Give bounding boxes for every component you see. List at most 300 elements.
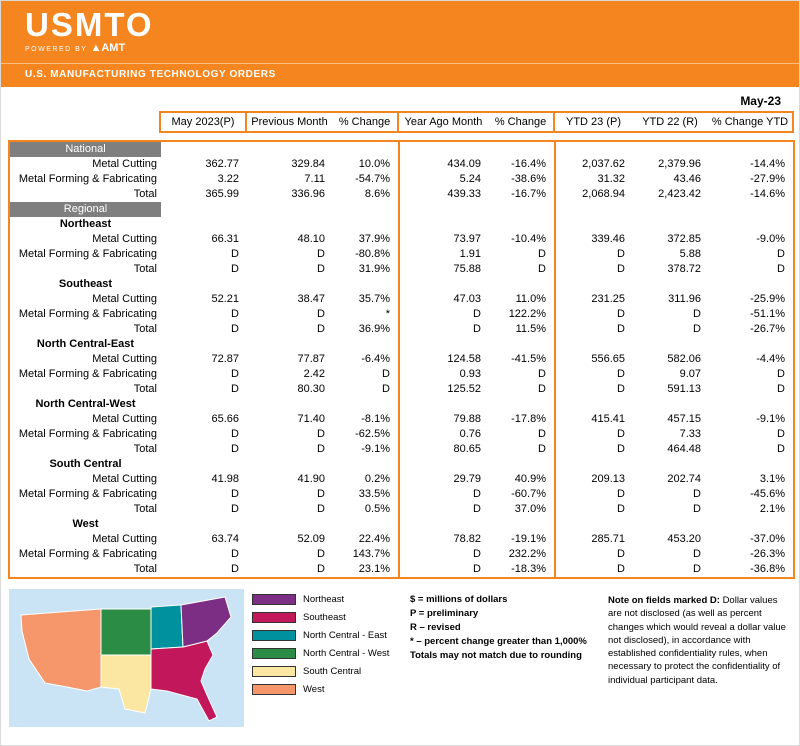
value-cell: D bbox=[777, 383, 785, 395]
row-label: Metal Cutting bbox=[92, 353, 157, 365]
value-cell bbox=[247, 397, 333, 412]
value-cell: D bbox=[317, 308, 325, 320]
value-cell: 1.91 bbox=[459, 248, 481, 260]
powered-by bbox=[25, 42, 799, 54]
legend-label: Southeast bbox=[303, 612, 346, 623]
value-cell: 33.5% bbox=[333, 487, 399, 502]
value-cell bbox=[633, 397, 709, 412]
value-cell: D bbox=[317, 428, 325, 440]
value-cell: 365.99 bbox=[205, 188, 239, 200]
value-cell: 0.76 bbox=[459, 428, 481, 440]
value-cell: 43.46 bbox=[673, 173, 701, 185]
value-cell: 453.20 bbox=[667, 533, 701, 545]
value-cell: 434.09 bbox=[447, 158, 481, 170]
total-row bbox=[9, 382, 794, 397]
value-cell: 66.31 bbox=[211, 233, 239, 245]
disclosure-body: Dollar values are not disclosed (as well as percent changes which would reveal a dollar value not disclosed), in accordance with established confidentiality rules, when necessary to protect the confidentiality of individual participant data. bbox=[608, 595, 786, 686]
value-cell: 11.0% bbox=[489, 292, 555, 307]
value-cell: D bbox=[489, 427, 555, 442]
data-row bbox=[9, 472, 794, 487]
value-cell: 8.6% bbox=[333, 187, 399, 202]
value-cell: -17.8% bbox=[489, 412, 555, 427]
value-cell: -4.4% bbox=[756, 353, 785, 365]
value-cell: 556.65 bbox=[591, 353, 625, 365]
banner-subtitle: U.S. MANUFACTURING TECHNOLOGY ORDERS bbox=[1, 63, 799, 87]
value-cell: 31.32 bbox=[597, 173, 625, 185]
value-cell: 73.97 bbox=[453, 233, 481, 245]
value-cell: -14.6% bbox=[750, 188, 785, 200]
note-line: P = preliminary bbox=[410, 608, 479, 619]
value-cell: 0.2% bbox=[333, 472, 399, 487]
value-cell: 2,037.62 bbox=[582, 158, 625, 170]
data-row bbox=[9, 547, 794, 562]
value-cell: D bbox=[317, 323, 325, 335]
header-spacer bbox=[8, 112, 160, 132]
value-cell bbox=[247, 457, 333, 472]
column-header: % Change bbox=[332, 112, 398, 132]
value-cell bbox=[247, 277, 333, 292]
value-cell: D bbox=[693, 323, 701, 335]
orders-table-body bbox=[9, 141, 794, 578]
value-cell: D bbox=[333, 382, 399, 397]
value-cell: -14.4% bbox=[750, 158, 785, 170]
value-cell: 591.13 bbox=[667, 383, 701, 395]
value-cell: 9.07 bbox=[679, 368, 701, 380]
data-row bbox=[9, 247, 794, 262]
value-cell: 122.2% bbox=[489, 307, 555, 322]
value-cell bbox=[555, 217, 633, 232]
value-cell bbox=[709, 202, 794, 217]
legend-item bbox=[252, 666, 402, 677]
value-cell bbox=[709, 517, 794, 532]
value-cell: 415.41 bbox=[591, 413, 625, 425]
legend-item bbox=[252, 630, 402, 641]
row-label: Metal Cutting bbox=[92, 233, 157, 245]
value-cell: 231.25 bbox=[591, 293, 625, 305]
value-cell: 35.7% bbox=[333, 292, 399, 307]
value-cell bbox=[333, 217, 399, 232]
value-cell: D bbox=[231, 323, 239, 335]
value-cell: D bbox=[693, 503, 701, 515]
value-cell: -9.0% bbox=[756, 233, 785, 245]
value-cell: 124.58 bbox=[447, 353, 481, 365]
value-cell bbox=[161, 337, 247, 352]
value-cell: D bbox=[317, 548, 325, 560]
value-cell: D bbox=[231, 488, 239, 500]
value-cell: 41.90 bbox=[297, 473, 325, 485]
value-cell: 23.1% bbox=[333, 562, 399, 578]
value-cell: 10.0% bbox=[333, 157, 399, 172]
value-cell bbox=[161, 277, 247, 292]
value-cell: 209.13 bbox=[591, 473, 625, 485]
value-cell: 2,379.96 bbox=[658, 158, 701, 170]
legend-label: North Central - West bbox=[303, 648, 390, 659]
section-row bbox=[9, 141, 794, 157]
value-cell bbox=[399, 141, 489, 157]
value-cell: 52.21 bbox=[211, 293, 239, 305]
notes-list bbox=[410, 589, 600, 727]
data-row bbox=[9, 172, 794, 187]
region-row bbox=[9, 277, 794, 292]
value-cell: -16.4% bbox=[489, 157, 555, 172]
value-cell: D bbox=[489, 442, 555, 457]
value-cell: -6.4% bbox=[333, 352, 399, 367]
value-cell: D bbox=[617, 383, 625, 395]
value-cell: D bbox=[317, 443, 325, 455]
value-cell: 5.88 bbox=[679, 248, 701, 260]
value-cell bbox=[399, 217, 489, 232]
value-cell: D bbox=[617, 248, 625, 260]
value-cell: * bbox=[333, 307, 399, 322]
value-cell bbox=[161, 202, 247, 217]
legend-swatch bbox=[252, 594, 296, 605]
value-cell bbox=[333, 277, 399, 292]
row-label: Metal Cutting bbox=[92, 533, 157, 545]
value-cell: 362.77 bbox=[205, 158, 239, 170]
value-cell: 65.66 bbox=[211, 413, 239, 425]
value-cell bbox=[399, 457, 489, 472]
value-cell: 2,423.42 bbox=[658, 188, 701, 200]
region-row bbox=[9, 457, 794, 472]
section-row bbox=[9, 202, 794, 217]
value-cell bbox=[709, 141, 794, 157]
value-cell: D bbox=[473, 503, 481, 515]
value-cell: D bbox=[473, 323, 481, 335]
value-cell: 439.33 bbox=[447, 188, 481, 200]
value-cell: D bbox=[473, 563, 481, 575]
value-cell: D bbox=[693, 548, 701, 560]
us-regions-map bbox=[9, 589, 244, 727]
value-cell bbox=[633, 337, 709, 352]
disclosure-note bbox=[608, 589, 793, 727]
value-cell bbox=[555, 457, 633, 472]
value-cell: -19.1% bbox=[489, 532, 555, 547]
data-row bbox=[9, 307, 794, 322]
region-row bbox=[9, 337, 794, 352]
value-cell bbox=[247, 517, 333, 532]
legend-label: South Central bbox=[303, 666, 362, 677]
value-cell: D bbox=[777, 368, 785, 380]
value-cell bbox=[333, 337, 399, 352]
amt-logo-text: AMT bbox=[101, 42, 126, 54]
legend-label: West bbox=[303, 684, 325, 695]
value-cell: 29.79 bbox=[453, 473, 481, 485]
value-cell: 77.87 bbox=[297, 353, 325, 365]
data-row bbox=[9, 232, 794, 247]
data-row bbox=[9, 487, 794, 502]
legend-swatch bbox=[252, 666, 296, 677]
value-cell: D bbox=[231, 503, 239, 515]
total-row bbox=[9, 502, 794, 517]
value-cell bbox=[247, 337, 333, 352]
legend-swatch bbox=[252, 630, 296, 641]
legend-label: Northeast bbox=[303, 594, 345, 605]
value-cell bbox=[555, 397, 633, 412]
column-header: YTD 22 (R) bbox=[632, 112, 708, 132]
header-banner bbox=[1, 1, 799, 87]
row-label: Total bbox=[133, 503, 157, 515]
row-label: Total bbox=[133, 188, 157, 200]
value-cell: D bbox=[777, 428, 785, 440]
value-cell: 37.9% bbox=[333, 232, 399, 247]
map-region-north-central-east bbox=[151, 605, 183, 649]
data-row bbox=[9, 157, 794, 172]
value-cell bbox=[555, 141, 633, 157]
value-cell: D bbox=[231, 368, 239, 380]
data-row bbox=[9, 427, 794, 442]
value-cell bbox=[489, 202, 555, 217]
value-cell: 52.09 bbox=[297, 533, 325, 545]
value-cell bbox=[333, 457, 399, 472]
value-cell: D bbox=[693, 488, 701, 500]
note-line: Totals may not match due to rounding bbox=[410, 650, 582, 661]
value-cell bbox=[161, 141, 247, 157]
value-cell: 38.47 bbox=[297, 293, 325, 305]
value-cell: D bbox=[231, 428, 239, 440]
value-cell: D bbox=[231, 308, 239, 320]
value-cell: -27.9% bbox=[750, 173, 785, 185]
value-cell bbox=[489, 397, 555, 412]
value-cell: 582.06 bbox=[667, 353, 701, 365]
value-cell: D bbox=[317, 248, 325, 260]
data-row bbox=[9, 412, 794, 427]
us-map bbox=[9, 589, 244, 727]
value-cell: -41.5% bbox=[489, 352, 555, 367]
value-cell: D bbox=[333, 367, 399, 382]
column-header: Previous Month bbox=[246, 112, 332, 132]
region-row bbox=[9, 397, 794, 412]
value-cell: 7.33 bbox=[679, 428, 701, 440]
value-cell bbox=[633, 202, 709, 217]
region-header: North Central-West bbox=[35, 398, 136, 410]
value-cell: 78.82 bbox=[453, 533, 481, 545]
value-cell: 63.74 bbox=[211, 533, 239, 545]
row-label: Metal Forming & Fabricating bbox=[18, 428, 157, 440]
value-cell bbox=[399, 202, 489, 217]
value-cell: 75.88 bbox=[453, 263, 481, 275]
value-cell: -8.1% bbox=[333, 412, 399, 427]
total-row bbox=[9, 187, 794, 202]
value-cell bbox=[709, 277, 794, 292]
value-cell: 329.84 bbox=[291, 158, 325, 170]
usmto-logo: USMTO bbox=[25, 6, 154, 43]
value-cell: -25.9% bbox=[750, 293, 785, 305]
value-cell: D bbox=[617, 323, 625, 335]
value-cell: 378.72 bbox=[667, 263, 701, 275]
value-cell bbox=[333, 397, 399, 412]
value-cell bbox=[489, 217, 555, 232]
value-cell: 232.2% bbox=[489, 547, 555, 562]
value-cell: -16.7% bbox=[489, 187, 555, 202]
legend-swatch bbox=[252, 648, 296, 659]
value-cell: 464.48 bbox=[667, 443, 701, 455]
value-cell: 2.1% bbox=[759, 503, 785, 515]
value-cell: D bbox=[317, 563, 325, 575]
value-cell: 11.5% bbox=[489, 322, 555, 337]
data-row bbox=[9, 352, 794, 367]
value-cell bbox=[709, 397, 794, 412]
value-cell: D bbox=[693, 563, 701, 575]
row-label: Metal Cutting bbox=[92, 293, 157, 305]
value-cell bbox=[489, 277, 555, 292]
value-cell: 143.7% bbox=[333, 547, 399, 562]
value-cell: -10.4% bbox=[489, 232, 555, 247]
powered-by-text: POWERED BY bbox=[25, 46, 88, 53]
value-cell bbox=[633, 457, 709, 472]
value-cell: 48.10 bbox=[297, 233, 325, 245]
value-cell: -38.6% bbox=[489, 172, 555, 187]
value-cell bbox=[489, 517, 555, 532]
total-row bbox=[9, 562, 794, 578]
row-label: Total bbox=[133, 443, 157, 455]
value-cell bbox=[399, 517, 489, 532]
legend-item bbox=[252, 684, 402, 695]
row-label: Metal Forming & Fabricating bbox=[18, 548, 157, 560]
value-cell: 125.52 bbox=[447, 383, 481, 395]
data-row bbox=[9, 532, 794, 547]
value-cell: D bbox=[317, 488, 325, 500]
footer-section bbox=[9, 589, 791, 727]
row-label: Metal Forming & Fabricating bbox=[18, 173, 157, 185]
value-cell bbox=[555, 202, 633, 217]
value-cell bbox=[161, 457, 247, 472]
value-cell bbox=[489, 457, 555, 472]
column-header: Year Ago Month bbox=[398, 112, 488, 132]
value-cell bbox=[247, 141, 333, 157]
legend-swatch bbox=[252, 684, 296, 695]
value-cell bbox=[555, 517, 633, 532]
legend bbox=[252, 589, 402, 727]
report-date: May-23 bbox=[740, 94, 781, 108]
legend-label: North Central - East bbox=[303, 630, 387, 641]
value-cell bbox=[161, 217, 247, 232]
value-cell bbox=[247, 217, 333, 232]
region-header: West bbox=[72, 518, 99, 530]
row-label: Total bbox=[133, 563, 157, 575]
value-cell: -62.5% bbox=[333, 427, 399, 442]
legend-item bbox=[252, 612, 402, 623]
row-label: Metal Forming & Fabricating bbox=[18, 368, 157, 380]
row-label: Total bbox=[133, 263, 157, 275]
value-cell: 3.22 bbox=[217, 173, 239, 185]
value-cell: 71.40 bbox=[297, 413, 325, 425]
region-header: North Central-East bbox=[36, 338, 135, 350]
value-cell: -37.0% bbox=[750, 533, 785, 545]
total-row bbox=[9, 322, 794, 337]
total-row bbox=[9, 442, 794, 457]
value-cell: 79.88 bbox=[453, 413, 481, 425]
data-row bbox=[9, 367, 794, 382]
value-cell bbox=[399, 397, 489, 412]
value-cell: -36.8% bbox=[750, 563, 785, 575]
value-cell: -54.7% bbox=[333, 172, 399, 187]
value-cell: 41.98 bbox=[211, 473, 239, 485]
row-label: Metal Forming & Fabricating bbox=[18, 308, 157, 320]
row-label: Metal Forming & Fabricating bbox=[18, 248, 157, 260]
value-cell: 5.24 bbox=[459, 173, 481, 185]
value-cell bbox=[489, 337, 555, 352]
value-cell: 2.42 bbox=[303, 368, 325, 380]
value-cell: D bbox=[617, 563, 625, 575]
total-row bbox=[9, 262, 794, 277]
value-cell bbox=[247, 202, 333, 217]
value-cell: D bbox=[317, 263, 325, 275]
value-cell: 0.93 bbox=[459, 368, 481, 380]
value-cell bbox=[399, 277, 489, 292]
value-cell: 339.46 bbox=[591, 233, 625, 245]
row-label: Metal Forming & Fabricating bbox=[18, 488, 157, 500]
value-cell: D bbox=[777, 248, 785, 260]
value-cell: 31.9% bbox=[333, 262, 399, 277]
value-cell bbox=[633, 277, 709, 292]
legend-swatch bbox=[252, 612, 296, 623]
value-cell: D bbox=[489, 367, 555, 382]
value-cell: D bbox=[473, 548, 481, 560]
section-header: National bbox=[9, 141, 161, 157]
value-cell: -9.1% bbox=[333, 442, 399, 457]
value-cell: 311.96 bbox=[668, 293, 701, 305]
value-cell: 202.74 bbox=[667, 473, 701, 485]
region-row bbox=[9, 217, 794, 232]
value-cell: D bbox=[617, 488, 625, 500]
row-label: Metal Cutting bbox=[92, 473, 157, 485]
value-cell: D bbox=[317, 503, 325, 515]
value-cell: D bbox=[617, 503, 625, 515]
row-label: Total bbox=[133, 383, 157, 395]
value-cell bbox=[633, 517, 709, 532]
value-cell: -26.7% bbox=[750, 323, 785, 335]
value-cell: 285.71 bbox=[591, 533, 625, 545]
value-cell bbox=[161, 517, 247, 532]
value-cell: 372.85 bbox=[667, 233, 701, 245]
region-header: Southeast bbox=[58, 278, 113, 290]
value-cell: 0.5% bbox=[333, 502, 399, 517]
value-cell: D bbox=[617, 263, 625, 275]
value-cell: D bbox=[231, 248, 239, 260]
value-cell: 72.87 bbox=[211, 353, 239, 365]
region-header: South Central bbox=[49, 458, 122, 470]
value-cell: D bbox=[473, 488, 481, 500]
value-cell: D bbox=[473, 308, 481, 320]
value-cell bbox=[333, 202, 399, 217]
note-line: * – percent change greater than 1,000% bbox=[410, 636, 587, 647]
value-cell: D bbox=[231, 548, 239, 560]
value-cell bbox=[333, 141, 399, 157]
amt-logo bbox=[90, 42, 125, 54]
value-cell: -18.3% bbox=[489, 562, 555, 578]
legend-item bbox=[252, 648, 402, 659]
region-row bbox=[9, 517, 794, 532]
note-line: $ = millions of dollars bbox=[410, 594, 508, 605]
value-cell: 336.96 bbox=[291, 188, 325, 200]
value-cell bbox=[555, 277, 633, 292]
value-cell: D bbox=[617, 548, 625, 560]
column-header: YTD 23 (P) bbox=[554, 112, 632, 132]
value-cell: D bbox=[231, 563, 239, 575]
value-cell bbox=[633, 141, 709, 157]
orders-table bbox=[8, 140, 795, 579]
value-cell: D bbox=[231, 443, 239, 455]
row-label: Metal Cutting bbox=[92, 413, 157, 425]
orders-table-wrap bbox=[8, 111, 792, 579]
column-header: % Change YTD bbox=[708, 112, 793, 132]
value-cell bbox=[709, 457, 794, 472]
column-header: May 2023(P) bbox=[160, 112, 246, 132]
value-cell: D bbox=[617, 443, 625, 455]
value-cell: 22.4% bbox=[333, 532, 399, 547]
value-cell bbox=[161, 397, 247, 412]
note-line: R – revised bbox=[410, 622, 461, 633]
